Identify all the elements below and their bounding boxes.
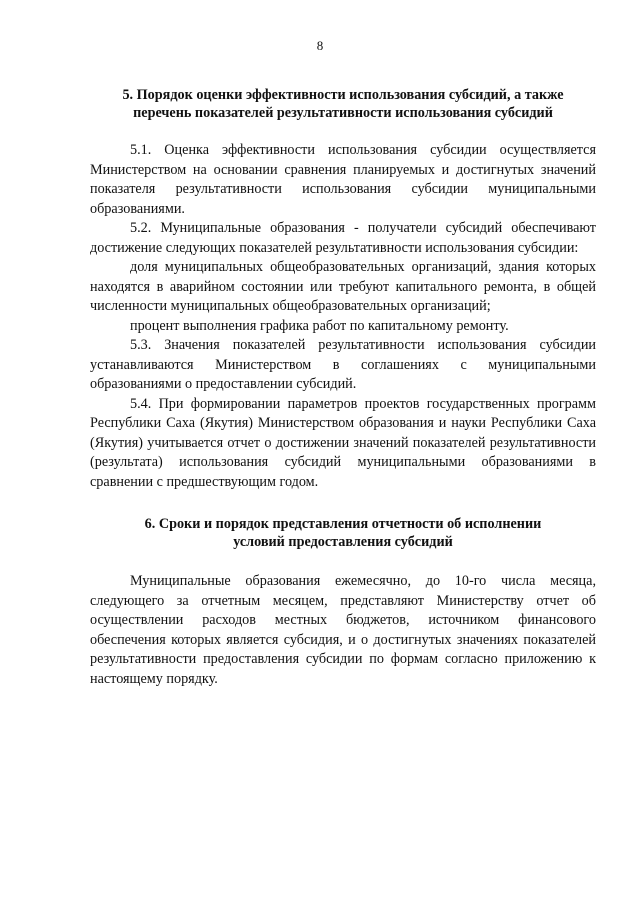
section-5-heading-line-1: 5. Порядок оценки эффективности использования субсидий, а также <box>122 87 564 103</box>
section-6-heading <box>90 515 596 551</box>
paragraph-5-4: 5.4. При формировании параметров проектов государственных программ Республики Саха (Якутия) Министерством образования и науки Республики Саха (Якутия) учитывается отчет о достижении значений показателей результативности (результата) использования субсидий муниципальными образованиями в сравнении с предшествующим годом. <box>90 395 596 490</box>
paragraph-5-2: 5.2. Муниципальные образования - получатели субсидий обеспечивают достижение следующих показателей результативности использования субсидии: <box>90 220 596 256</box>
page-number: 8 <box>316 38 324 53</box>
paragraph-5-3: 5.3. Значения показателей результативности использования субсидии устанавливаются Министерством в соглашениях с муниципальными образованиями о предоставлении субсидий. <box>90 337 596 392</box>
section-5-heading <box>90 86 596 122</box>
document-body <box>90 86 596 689</box>
section-6-heading-line-2: условий предоставления субсидий <box>233 534 453 550</box>
paragraph-indicator-percent: процент выполнения графика работ по капитальному ремонту. <box>130 317 509 334</box>
paragraph-6-reporting: Муниципальные образования ежемесячно, до 10-го числа месяца, следующего за отчетным месяцем, представляют Министерству отчет об осуществлении расходов местных бюджетов, источником финансового обеспечения которых является субсидия, и о достигнутых значениях показателей результативности предоставления субсидии по формам согласно приложению к настоящему порядку. <box>90 573 596 687</box>
paragraph-indicator-share: доля муниципальных общеобразовательных организаций, здания которых находятся в аварийном состоянии или требуют капитального ремонта, в общей численности муниципальных общеобразовательных организаций; <box>90 259 596 314</box>
section-5-heading-line-2: перечень показателей результативности использования субсидий <box>133 105 553 121</box>
paragraph-5-1: 5.1. Оценка эффективности использования субсидии осуществляется Министерством на основании сравнения планируемых и достигнутых значений показателя результативности использования субсидии муниципальными образованиями. <box>90 142 596 217</box>
section-6-heading-line-1: 6. Сроки и порядок представления отчетности об исполнении <box>144 516 542 532</box>
